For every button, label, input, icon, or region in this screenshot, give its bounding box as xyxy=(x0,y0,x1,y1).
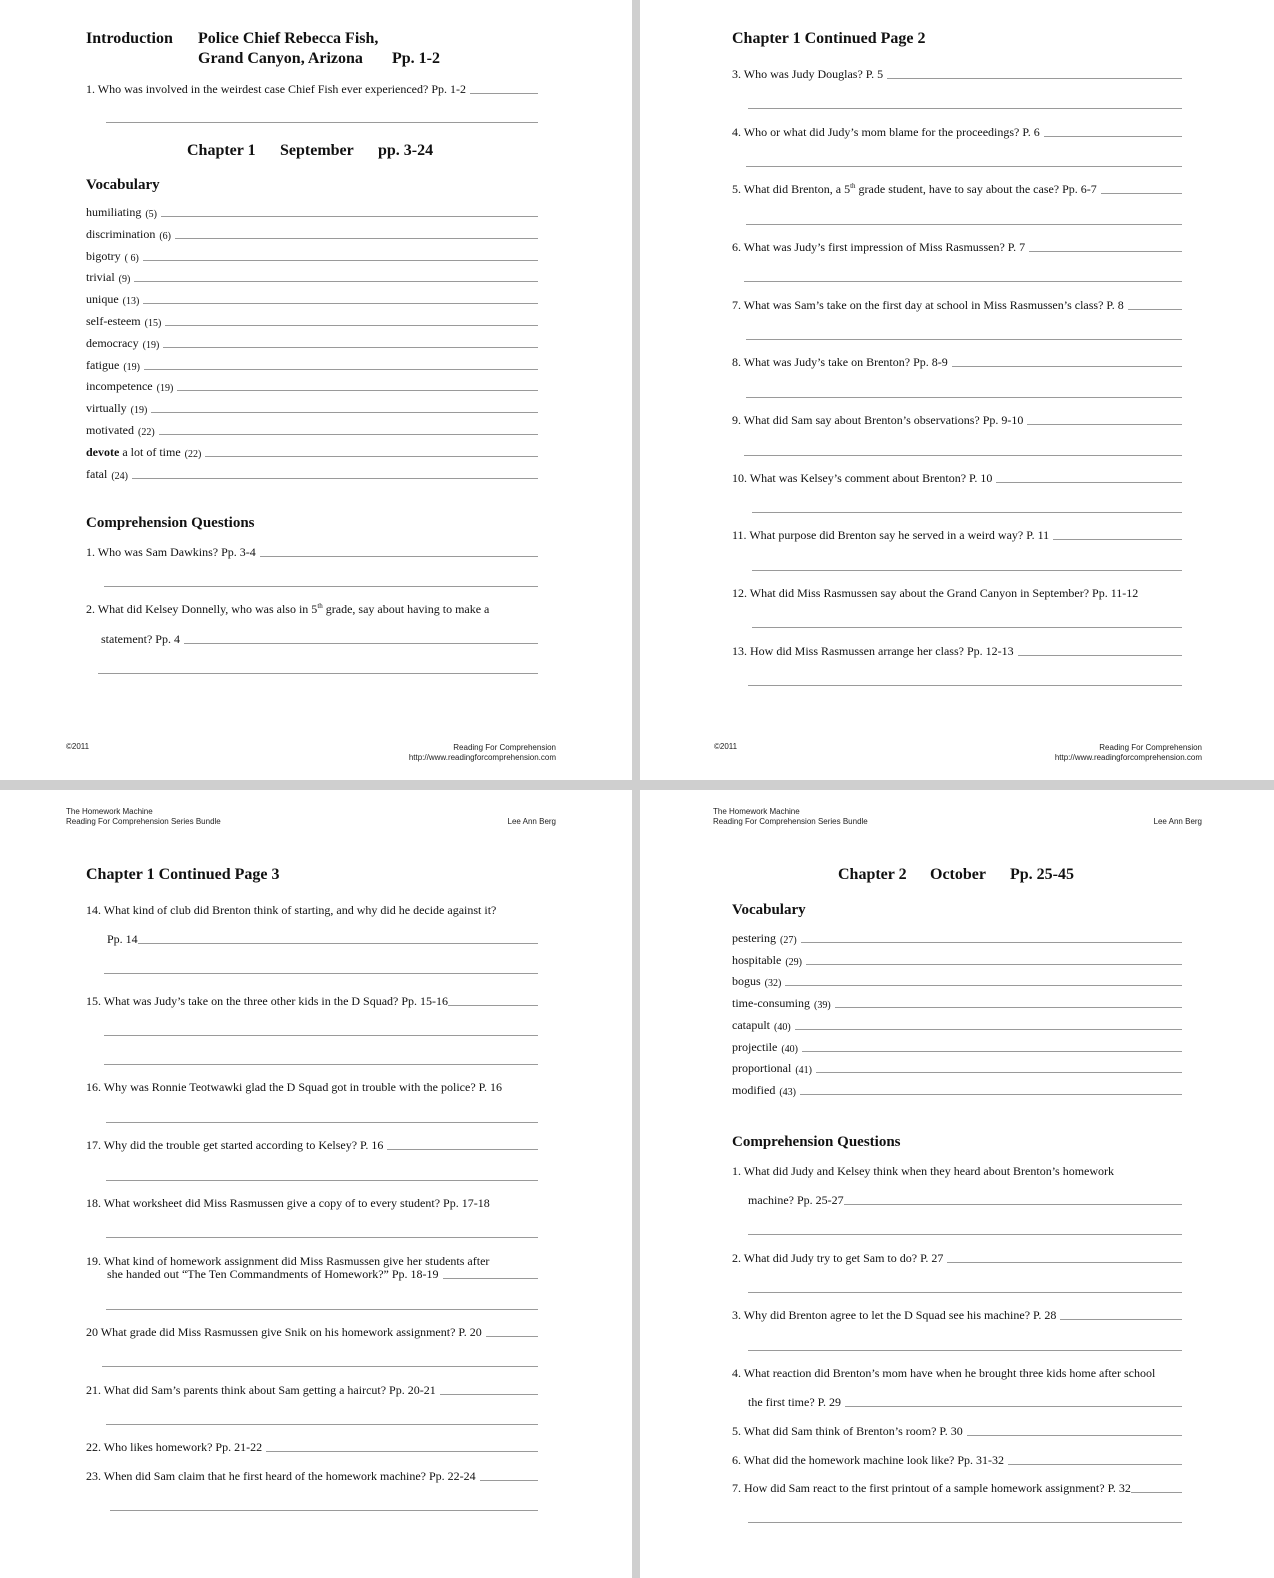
question-text: grade, say about having to make a xyxy=(322,602,490,616)
answer-line[interactable] xyxy=(486,1336,538,1337)
question-text: 7. How did Sam react to the first printout of a sample homework assignment? P. 32 xyxy=(732,1481,1131,1495)
publisher-url[interactable]: http://www.readingforcomprehension.com xyxy=(1054,753,1202,762)
question-12: 12. What did Miss Rasmussen say about the Grand Canyon in September? Pp. 11-12 xyxy=(732,586,1139,600)
answer-line[interactable] xyxy=(138,943,538,944)
answer-line[interactable] xyxy=(143,303,538,304)
answer-line[interactable] xyxy=(845,1406,1182,1407)
question-4 xyxy=(732,125,1182,140)
answer-line[interactable] xyxy=(104,586,538,587)
vocab-item xyxy=(732,1080,1182,1098)
answer-line[interactable] xyxy=(104,1064,538,1065)
book-title: The Homework Machine xyxy=(713,807,800,816)
answer-line[interactable] xyxy=(1128,309,1182,310)
vocabulary-heading: Vocabulary xyxy=(86,177,160,193)
answer-line[interactable] xyxy=(801,942,1182,943)
intro-title-line1: Police Chief Rebecca Fish, xyxy=(198,30,379,47)
answer-line[interactable] xyxy=(106,1180,538,1181)
question-text: 20 What grade did Miss Rasmussen give Snik on his homework assignment? P. 20 xyxy=(86,1325,482,1339)
vocab-word: projectile xyxy=(732,1039,778,1054)
answer-line[interactable] xyxy=(260,556,538,557)
answer-line[interactable] xyxy=(440,1394,538,1395)
answer-line[interactable] xyxy=(746,397,1182,398)
vocab-word: catapult xyxy=(732,1017,770,1032)
question-text: 1. Who was involved in the weirdest case Chief Fish ever experienced? Pp. 1-2 xyxy=(86,82,467,96)
footer-publisher xyxy=(409,743,556,763)
answer-line[interactable] xyxy=(144,369,538,370)
answer-line[interactable] xyxy=(1044,136,1182,137)
vocab-page-ref: (6) xyxy=(159,230,171,242)
superscript: th xyxy=(850,182,856,190)
question-21 xyxy=(86,1383,538,1398)
vocab-page-ref: (9) xyxy=(118,274,131,286)
answer-line[interactable] xyxy=(1053,539,1182,540)
answer-line[interactable] xyxy=(752,570,1182,571)
question-text: 2. What did Kelsey Donnelly, who was also in 5 xyxy=(86,602,318,616)
answer-line[interactable] xyxy=(132,478,538,479)
vocab-item xyxy=(86,224,538,242)
question-text xyxy=(732,182,1097,197)
vocab-item xyxy=(732,1058,1182,1076)
vocab-word: modified xyxy=(732,1082,776,1097)
answer-line[interactable] xyxy=(806,964,1182,965)
author-name: Lee Ann Berg xyxy=(507,817,556,826)
answer-line[interactable] xyxy=(785,985,1182,986)
answer-line[interactable] xyxy=(746,166,1182,167)
question-text: 15. What was Judy’s take on the three other kids in the D Squad? Pp. 15-16 xyxy=(86,994,449,1008)
publisher-url[interactable]: http://www.readingforcomprehension.com xyxy=(408,753,556,762)
question-4-line2 xyxy=(748,1395,1182,1410)
answer-line[interactable] xyxy=(387,1149,538,1150)
answer-line[interactable] xyxy=(835,1007,1182,1008)
answer-line[interactable] xyxy=(143,260,538,261)
vocab-page-ref: (19) xyxy=(142,339,160,351)
answer-line[interactable] xyxy=(887,78,1182,79)
question-text: Pp. 14 xyxy=(107,932,138,946)
answer-line[interactable] xyxy=(1060,1319,1182,1320)
answer-line[interactable] xyxy=(266,1451,538,1452)
vocab-item xyxy=(86,398,538,416)
worksheet-page-2 xyxy=(640,0,1274,780)
question-5 xyxy=(732,1424,1182,1439)
answer-line[interactable] xyxy=(106,1122,538,1123)
vocab-word: discrimination xyxy=(86,226,156,241)
vocab-word: bigotry xyxy=(86,248,121,263)
author-name: Lee Ann Berg xyxy=(1153,817,1202,826)
answer-line[interactable] xyxy=(1027,424,1182,425)
answer-line[interactable] xyxy=(802,1051,1182,1052)
series-name: Reading For Comprehension Series Bundle xyxy=(66,817,221,826)
worksheet-page-3 xyxy=(0,790,632,1578)
vocab-item xyxy=(86,333,538,351)
chapter-month: October xyxy=(930,866,986,883)
vocab-page-ref: (15) xyxy=(144,318,162,329)
vocab-word: time-consuming xyxy=(732,996,810,1011)
vocab-item xyxy=(732,928,1182,946)
answer-line[interactable] xyxy=(748,1234,1182,1235)
vocab-page-ref: (22) xyxy=(184,448,202,460)
vocab-word: virtually xyxy=(86,401,127,416)
vocab-word: proportional xyxy=(732,1061,792,1076)
question-4-line1: 4. What reaction did Brenton’s mom have when he brought three kids home after school xyxy=(732,1366,1156,1380)
comprehension-heading: Comprehension Questions xyxy=(732,1134,901,1150)
answer-line[interactable] xyxy=(967,1435,1182,1436)
vocabulary-heading: Vocabulary xyxy=(732,902,806,918)
question-22 xyxy=(86,1440,538,1455)
answer-line[interactable] xyxy=(748,1522,1182,1523)
answer-line[interactable] xyxy=(134,281,538,282)
vocab-item xyxy=(86,355,538,373)
answer-line[interactable] xyxy=(205,456,538,457)
question-text-part: grade student, have to say about the case? Pp. 6-7 xyxy=(855,182,1097,196)
vocab-page-ref: (39) xyxy=(814,1000,831,1012)
question-20 xyxy=(86,1325,538,1340)
vocab-page-ref: (40) xyxy=(773,1021,791,1033)
answer-line[interactable] xyxy=(746,339,1182,340)
chapter-month: September xyxy=(280,142,354,159)
question-text: machine? Pp. 25-27 xyxy=(748,1193,844,1207)
vocab-page-ref: (5) xyxy=(145,209,158,220)
vocab-word: hospitable xyxy=(732,952,782,967)
answer-line[interactable] xyxy=(184,643,538,644)
question-1-line1: 1. What did Judy and Kelsey think when they heard about Brenton’s homework xyxy=(732,1164,1115,1178)
answer-line[interactable] xyxy=(106,1424,538,1425)
vocab-page-ref: (41) xyxy=(795,1065,812,1077)
vocab-word: fatal xyxy=(86,466,108,481)
vocab-item xyxy=(732,950,1182,968)
answer-line[interactable] xyxy=(161,216,538,217)
page-heading: Chapter 1 Continued Page 2 xyxy=(732,30,926,47)
question-text: 3. Who was Judy Douglas? P. 5 xyxy=(732,67,884,81)
answer-line[interactable] xyxy=(104,1035,538,1036)
question-7 xyxy=(732,298,1182,313)
question-text: 4. Who or what did Judy’s mom blame for the proceedings? P. 6 xyxy=(732,125,1040,139)
answer-line[interactable] xyxy=(110,1510,538,1511)
question-text: 6. What did the homework machine look like? Pp. 31-32 xyxy=(732,1453,1005,1467)
answer-line[interactable] xyxy=(844,1204,1182,1205)
answer-line[interactable] xyxy=(106,1237,538,1238)
intro-question-1 xyxy=(86,82,538,97)
question-text: 22. Who likes homework? Pp. 21-22 xyxy=(86,1440,263,1454)
question-text-part: 5. What did Brenton, a 5 xyxy=(732,182,851,196)
question-text: 5. What did Sam think of Brenton’s room? P. 30 xyxy=(732,1424,963,1438)
running-header xyxy=(713,807,868,827)
question-23 xyxy=(86,1469,538,1484)
question-3 xyxy=(732,1308,1182,1323)
question-10 xyxy=(732,471,1182,486)
vocab-item xyxy=(732,1015,1182,1033)
vocab-item xyxy=(732,993,1182,1011)
vocab-item xyxy=(86,202,538,220)
chapter-label: Chapter 2 xyxy=(838,866,907,883)
question-text: 13. How did Miss Rasmussen arrange her class? Pp. 12-13 xyxy=(732,644,1014,658)
vocab-word: a lot of time xyxy=(122,444,181,459)
answer-line[interactable] xyxy=(1008,1464,1182,1465)
vocab-item xyxy=(86,464,538,482)
worksheet-page-1 xyxy=(0,0,632,780)
question-2 xyxy=(732,1251,1182,1266)
question-text: 6. What was Judy’s first impression of Miss Rasmussen? P. 7 xyxy=(732,240,1026,254)
question-text: 8. What was Judy’s take on Brenton? Pp. 8-9 xyxy=(732,355,948,369)
question-6 xyxy=(732,240,1182,255)
vocab-word: humiliating xyxy=(86,205,142,219)
question-18: 18. What worksheet did Miss Rasmussen give a copy of to every student? Pp. 17-18 xyxy=(86,1196,490,1210)
answer-line[interactable] xyxy=(151,412,538,413)
answer-line[interactable] xyxy=(177,390,538,391)
vocab-item xyxy=(86,267,538,285)
question-text: 3. Why did Brenton agree to let the D Squad see his machine? P. 28 xyxy=(732,1308,1057,1322)
answer-line[interactable] xyxy=(443,1278,538,1279)
question-19-line2 xyxy=(107,1267,538,1282)
intro-title-line2: Grand Canyon, Arizona xyxy=(198,50,363,67)
question-text: 2. What did Judy try to get Sam to do? P. 27 xyxy=(732,1251,944,1265)
answer-line[interactable] xyxy=(98,673,538,674)
superscript: th xyxy=(317,602,323,610)
answer-line[interactable] xyxy=(480,1480,538,1481)
publisher-name: Reading For Comprehension xyxy=(1099,743,1202,752)
answer-line[interactable] xyxy=(748,685,1182,686)
vocab-word: incompetence xyxy=(86,379,153,394)
question-text: 11. What purpose did Brenton say he served in a weird way? P. 11 xyxy=(732,528,1050,542)
footer-publisher xyxy=(1055,743,1202,763)
vocab-page-ref: (43) xyxy=(779,1086,796,1098)
question-text: 21. What did Sam’s parents think about Sam getting a haircut? Pp. 20-21 xyxy=(86,1383,436,1397)
answer-line[interactable] xyxy=(159,434,538,435)
answer-line[interactable] xyxy=(748,1292,1182,1293)
question-5 xyxy=(732,182,1182,197)
vocab-page-ref: (19) xyxy=(130,405,148,417)
answer-line[interactable] xyxy=(448,1005,538,1006)
question-text: 1. Who was Sam Dawkins? Pp. 3-4 xyxy=(86,545,256,559)
question-1 xyxy=(86,545,538,560)
question-2-line1 xyxy=(86,602,489,617)
running-header xyxy=(66,807,221,827)
vocab-page-ref: (27) xyxy=(780,935,797,946)
vocab-page-ref: (29) xyxy=(785,956,802,968)
vocab-page-ref: (22) xyxy=(138,427,155,438)
answer-line[interactable] xyxy=(748,108,1182,109)
question-14-line1: 14. What kind of club did Brenton think of starting, and why did he decide against it? xyxy=(86,903,497,917)
answer-line[interactable] xyxy=(106,1309,538,1310)
chapter-label: Chapter 1 xyxy=(187,142,256,159)
vocab-page-ref: (13) xyxy=(122,296,140,308)
question-text: 17. Why did the trouble get started according to Kelsey? P. 16 xyxy=(86,1138,384,1152)
question-16: 16. Why was Ronnie Teotwawki glad the D Squad got in trouble with the police? P. 16 xyxy=(86,1080,502,1094)
question-6 xyxy=(732,1453,1182,1468)
series-name: Reading For Comprehension Series Bundle xyxy=(713,817,868,826)
question-7 xyxy=(732,1481,1182,1496)
question-19-line1: 19. What kind of homework assignment did Miss Rasmussen give her students after xyxy=(86,1254,490,1268)
answer-line[interactable] xyxy=(1018,655,1182,656)
vocab-item xyxy=(86,376,538,394)
chapter-pages: pp. 3-24 xyxy=(378,142,434,159)
question-17 xyxy=(86,1138,538,1153)
vocab-item xyxy=(732,1037,1182,1055)
answer-line[interactable] xyxy=(752,627,1182,628)
answer-line[interactable] xyxy=(746,224,1182,225)
question-15 xyxy=(86,994,538,1009)
answer-line[interactable] xyxy=(947,1262,1182,1263)
answer-line[interactable] xyxy=(800,1094,1182,1095)
answer-line[interactable] xyxy=(163,347,538,348)
vocab-word: fatigue xyxy=(86,357,120,372)
vocab-page-ref: (24) xyxy=(111,470,128,482)
question-text: 7. What was Sam’s take on the first day at school in Miss Rasmussen’s class? P. 8 xyxy=(732,298,1124,312)
copyright: ©2011 xyxy=(714,742,738,751)
question-text: 9. What did Sam say about Brenton’s observations? Pp. 9-10 xyxy=(732,413,1024,427)
vocab-word: pestering xyxy=(732,931,776,945)
intro-pages: Pp. 1-2 xyxy=(392,50,440,67)
answer-line[interactable] xyxy=(102,1366,538,1367)
vocab-word: self-esteem xyxy=(86,314,141,328)
answer-line[interactable] xyxy=(104,973,538,974)
vocab-page-ref: (40) xyxy=(781,1043,798,1055)
vocab-word: unique xyxy=(86,292,119,307)
question-text: the first time? P. 29 xyxy=(748,1395,841,1409)
copyright: ©2011 xyxy=(66,742,90,751)
answer-line[interactable] xyxy=(470,93,538,94)
question-8 xyxy=(732,355,1182,370)
vocab-word: democracy xyxy=(86,335,139,350)
answer-line[interactable] xyxy=(748,1350,1182,1351)
answer-line[interactable] xyxy=(1029,251,1182,252)
vocab-item xyxy=(86,420,538,438)
vocab-item xyxy=(86,442,538,460)
vocab-word: motivated xyxy=(86,423,134,437)
vocab-item xyxy=(86,311,538,329)
intro-label: Introduction xyxy=(86,30,173,47)
answer-line[interactable] xyxy=(816,1072,1182,1073)
vocab-item xyxy=(732,971,1182,989)
vocab-word: trivial xyxy=(86,270,115,285)
worksheet-page-4 xyxy=(640,790,1274,1578)
question-11 xyxy=(732,528,1182,543)
vocab-page-ref: ( 6) xyxy=(124,252,139,264)
answer-line[interactable] xyxy=(744,281,1182,282)
question-9 xyxy=(732,413,1182,428)
answer-line[interactable] xyxy=(996,482,1182,483)
answer-line[interactable] xyxy=(744,455,1182,456)
vocab-item xyxy=(86,289,538,307)
chapter-pages: Pp. 25-45 xyxy=(1010,866,1074,883)
question-14-line2 xyxy=(107,932,538,947)
vocab-bold-word: devote xyxy=(86,444,120,459)
answer-line[interactable] xyxy=(1131,1492,1182,1493)
question-text: statement? Pp. 4 xyxy=(101,632,180,646)
question-text: she handed out “The Ten Commandments of Homework?” Pp. 18-19 xyxy=(107,1267,439,1281)
book-title: The Homework Machine xyxy=(66,807,153,816)
vocab-word: bogus xyxy=(732,974,761,989)
answer-line[interactable] xyxy=(1101,193,1182,194)
vocab-page-ref: (19) xyxy=(123,361,140,373)
answer-line[interactable] xyxy=(752,512,1182,513)
answer-line[interactable] xyxy=(952,366,1182,367)
vocab-page-ref: (19) xyxy=(156,383,174,395)
question-2-line2 xyxy=(101,632,538,647)
question-13 xyxy=(732,644,1182,659)
comprehension-heading: Comprehension Questions xyxy=(86,515,255,531)
question-1-line2 xyxy=(748,1193,1182,1208)
publisher-name: Reading For Comprehension xyxy=(453,743,556,752)
answer-line[interactable] xyxy=(795,1029,1182,1030)
page-heading: Chapter 1 Continued Page 3 xyxy=(86,866,280,883)
question-text: 10. What was Kelsey’s comment about Brenton? P. 10 xyxy=(732,471,993,485)
vocab-item xyxy=(86,246,538,264)
answer-line[interactable] xyxy=(106,122,538,123)
question-text: 23. When did Sam claim that he first heard of the homework machine? Pp. 22-24 xyxy=(86,1469,476,1483)
answer-line[interactable] xyxy=(175,238,538,239)
vocab-page-ref: (32) xyxy=(764,978,782,990)
question-3 xyxy=(732,67,1182,82)
answer-line[interactable] xyxy=(165,325,538,326)
